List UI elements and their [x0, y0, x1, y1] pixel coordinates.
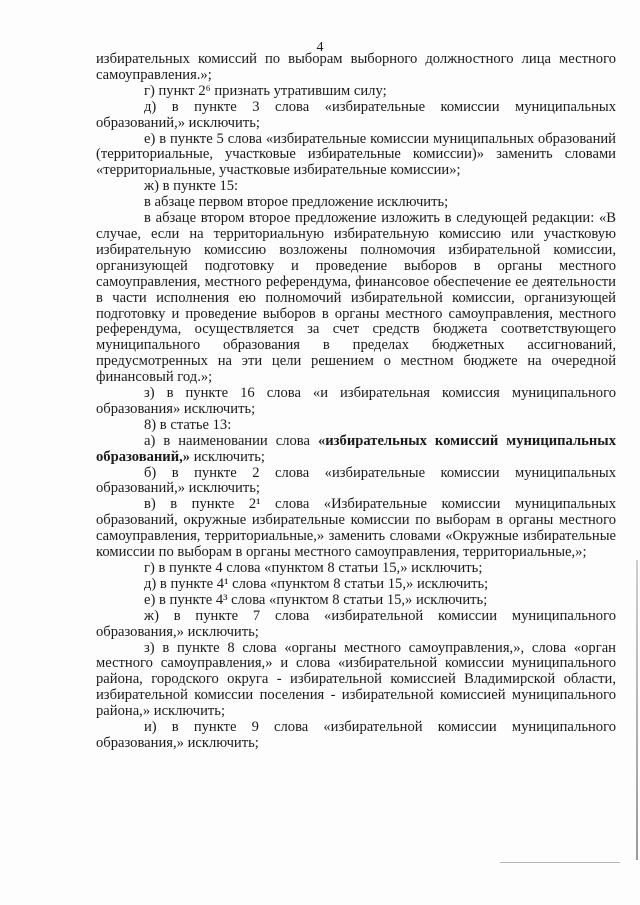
paragraph: 8) в статье 13: [144, 416, 232, 433]
paragraph: в абзаце втором второе предложение изложить в следующей редакции: «В случае, если на территориальную избирательную комиссию или участковую избирательную комиссию возложены полномочия избирательной комиссии, организующей подготовку и проведение выборов в органы местного самоуправления, местного референдума, финансовое обеспечение ее деятельности в части исполнения ею полномочий избирательной комиссии, организующей подготовку и проведение выборов в органы местного самоуправления, местного референдума, осуществляется за счет средств бюджета соответствующего муниципального образования в пределах бюджетных ассигнований, предусмотренных на эти цели решением о местном бюджете на очередной финансовый год.»; [96, 210, 616, 386]
paragraph: з) в пункте 8 слова «органы местного самоуправления,», слова «орган местного самоуправления,» и слова «избирательной комиссии муниципального района, городского округа - избирательной комиссией Владимирской области, избирательной комиссии поселения - избирательной комиссией муниципального района,» исключить; [96, 639, 616, 720]
paragraph: е) в пункте 5 слова «избирательные комиссии муниципальных образований (территориальные, участковые избирательные комиссии)» заменить словами «территориальные, участковые избирательные комиссии»; [96, 130, 616, 179]
paragraph-text: а) в наименовании слова [144, 432, 310, 449]
scan-edge-shadow [636, 560, 638, 860]
scan-edge-line [500, 862, 620, 863]
paragraph: е) в пункте 4³ слова «пунктом 8 статьи 15,» исключить; [144, 591, 488, 608]
paragraph: в) в пункте 2¹ слова «Избирательные комиссии муниципальных образований, окружные избирательные комиссии по выборам в органы местного самоуправления, территориальные,» заменить словами «Окружные избирательные комиссии по выборам в органы местного самоуправления, территориальные,»; [96, 496, 616, 561]
paragraph: д) в пункте 3 слова «избирательные комиссии муниципальных образований,» исключить; [96, 98, 616, 131]
paragraph: д) в пункте 4¹ слова «пунктом 8 статьи 15,» исключить; [144, 575, 489, 592]
paragraph: и) в пункте 9 слова «избирательной комиссии муниципального образования,» исключить; [96, 719, 616, 751]
paragraph [96, 434, 616, 466]
paragraph: г) в пункте 4 слова «пунктом 8 статьи 15,» исключить; [144, 560, 483, 576]
paragraph: з) в пункте 16 слова «и избирательная комиссия муниципального образования» исключить; [96, 385, 616, 417]
paragraph-text: исключить; [193, 448, 265, 465]
document-body [96, 52, 616, 752]
paragraph: ж) в пункте 7 слова «избирательной комиссии муниципального образования,» исключить; [96, 607, 616, 640]
paragraph: г) пункт 2⁶ признать утратившим силу; [144, 82, 387, 99]
paragraph: б) в пункте 2 слова «избирательные комиссии муниципальных образований,» исключить; [96, 464, 616, 497]
page-number: 4 [316, 40, 324, 55]
paragraph: избирательных комиссий по выборам выборного должностного лица местного самоуправления.»; [96, 51, 616, 83]
bold-phrase: «избирательных комиссий муниципальных образований,» [96, 432, 616, 465]
paragraph: ж) в пункте 15: [144, 178, 239, 195]
paragraph: в абзаце первом второе предложение исключить; [144, 194, 449, 211]
